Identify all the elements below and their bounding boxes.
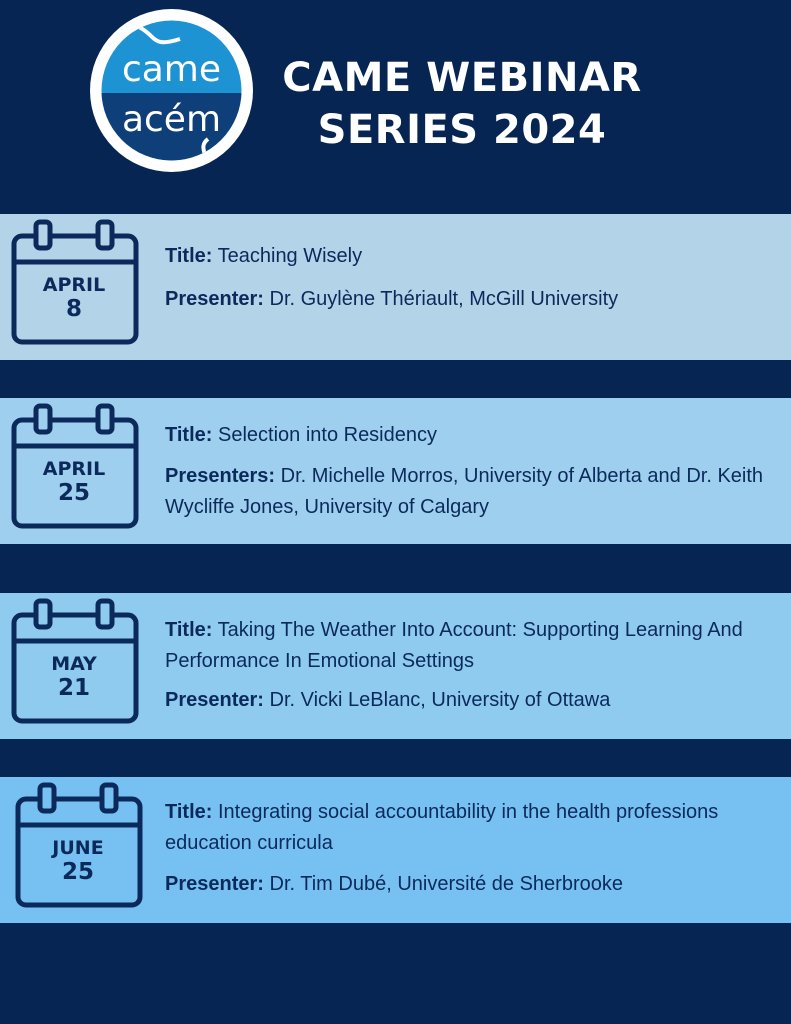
- title-label: Title:: [165, 801, 213, 823]
- webinar-card-4: [0, 777, 791, 923]
- date-month: APRIL: [42, 274, 106, 296]
- webinar-title: Integrating social accountability in the health professions education curricula: [165, 801, 719, 854]
- date-day: 25: [57, 480, 90, 506]
- webinar-info: [165, 241, 785, 315]
- header: [0, 0, 791, 214]
- webinar-card-1: [0, 214, 791, 360]
- title-row: [165, 420, 785, 451]
- presenter-row: [165, 685, 785, 716]
- webinar-presenter: Dr. Vicki LeBlanc, University of Ottawa: [269, 689, 611, 711]
- date-day: 21: [57, 675, 90, 701]
- webinar-info: [165, 420, 785, 523]
- presenter-label: Presenter:: [165, 288, 264, 310]
- presenter-label: Presenter:: [165, 873, 264, 895]
- webinar-info: [165, 797, 785, 900]
- presenter-row: [165, 284, 785, 315]
- webinar-title: Selection into Residency: [217, 424, 437, 446]
- date-month: APRIL: [42, 458, 106, 480]
- webinar-title: Taking The Weather Into Account: Supporting Learning And Performance In Emotional Settings: [165, 619, 743, 672]
- date-day: 25: [61, 859, 94, 885]
- title-label: Title:: [165, 424, 213, 446]
- date-day: 8: [65, 296, 82, 322]
- title-label: Title:: [165, 619, 213, 641]
- webinar-presenter: Dr. Guylène Thériault, McGill University: [269, 288, 619, 310]
- title-row: [165, 615, 785, 677]
- presenter-label: Presenter:: [165, 689, 264, 711]
- date-label: [12, 458, 136, 506]
- page-title: [272, 52, 652, 156]
- logo-text-acem: acém: [121, 99, 222, 140]
- webinar-presenter: Dr. Tim Dubé, Université de Sherbrooke: [269, 873, 623, 895]
- date-label: [12, 653, 136, 701]
- logo-text-came: came: [121, 49, 222, 90]
- date-label: [16, 837, 140, 885]
- webinar-title: Teaching Wisely: [217, 245, 363, 267]
- date-month: MAY: [51, 653, 97, 675]
- webinar-card-3: [0, 593, 791, 739]
- title-line-2: SERIES 2024: [317, 107, 607, 153]
- webinar-info: [165, 615, 785, 716]
- presenter-row: [165, 461, 785, 523]
- date-month: JUNE: [52, 837, 104, 859]
- title-row: [165, 797, 785, 859]
- came-acem-logo: [90, 9, 253, 172]
- presenter-label: Presenters:: [165, 465, 276, 487]
- webinar-presenter: Dr. Michelle Morros, University of Alberta and Dr. Keith Wycliffe Jones, University of Calgary: [165, 465, 764, 518]
- title-line-1: CAME WEBINAR: [282, 55, 642, 101]
- date-label: [12, 274, 136, 322]
- title-row: [165, 241, 785, 272]
- webinar-card-2: [0, 398, 791, 544]
- presenter-row: [165, 869, 785, 900]
- title-label: Title:: [165, 245, 213, 267]
